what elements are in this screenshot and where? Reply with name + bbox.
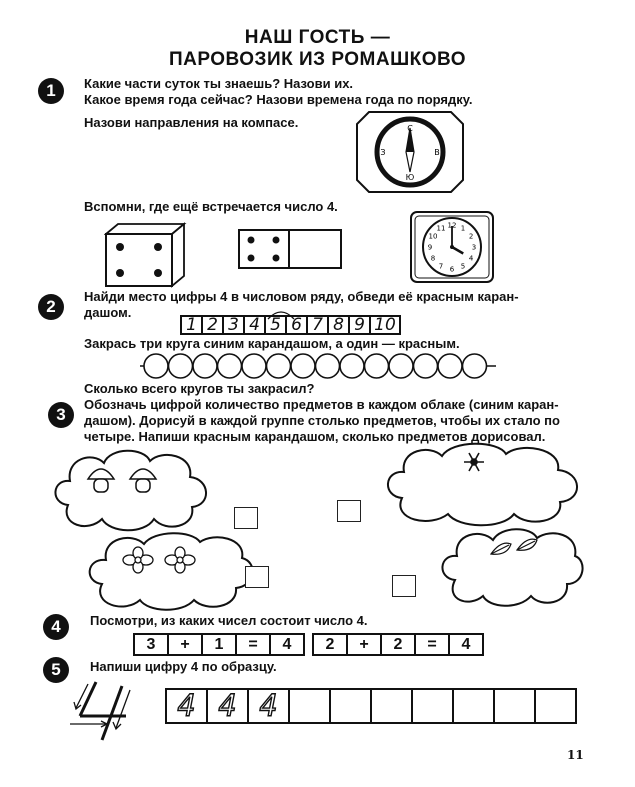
task-1-question-1: Какие части суток ты знаешь? Назови их. [84, 76, 354, 91]
colorable-circle[interactable] [389, 354, 413, 378]
equation-1-cell: 4 [270, 634, 304, 655]
number-row-cell[interactable]: 9 [348, 315, 371, 335]
answer-box-leaves[interactable] [392, 575, 416, 597]
domino-illustration [238, 229, 342, 269]
cloud-leaves [435, 522, 585, 610]
colorable-circle[interactable] [438, 354, 462, 378]
clock-numeral: 5 [460, 262, 466, 271]
number-row-cell[interactable]: 3 [222, 315, 245, 335]
clock-numeral: 9 [427, 243, 433, 252]
clock-illustration [409, 210, 495, 284]
digit-writing-cell[interactable] [370, 688, 413, 724]
colorable-circle[interactable] [193, 354, 217, 378]
clock-numeral: 6 [449, 265, 455, 274]
colorable-circle[interactable] [218, 354, 242, 378]
colorable-circle[interactable] [242, 354, 266, 378]
colorable-circle[interactable] [316, 354, 340, 378]
task-2-line-4: Сколько всего кругов ты закрасил? [84, 381, 315, 396]
equation-2-cell: = [415, 634, 449, 655]
colorable-circle[interactable] [144, 354, 168, 378]
equation-2-cell: 4 [449, 634, 483, 655]
clock-numeral: 2 [468, 232, 474, 241]
equation-2-cell: + [347, 634, 381, 655]
clock-numeral: 8 [430, 254, 436, 263]
title-line-1: НАШ ГОСТЬ — [244, 27, 391, 48]
digit-writing-cell[interactable] [329, 688, 372, 724]
clock-numeral: 10 [428, 232, 438, 241]
task-2-line-2: дашом. [84, 305, 132, 320]
task-4-text: Посмотри, из каких чисел состоит число 4. [90, 613, 368, 628]
equation-1-cell: = [236, 634, 270, 655]
answer-box-snowflakes[interactable] [337, 500, 361, 522]
task-3-text: Обозначь цифрой количество предметов в каждом облаке (синим каран-дашом). Дорисуй в каждой группе столько предметов, чтобы их стало по четыре. Напиши красным карандашом, сколько предметов дорисовал. [84, 397, 560, 444]
clock-numeral: 1 [460, 224, 466, 233]
answer-box-mushrooms[interactable] [234, 507, 258, 529]
task-2-line-1: Найди место цифры 4 в числовом ряду, обведи её красным каран- [84, 289, 519, 304]
equation-1-cell: 1 [202, 634, 236, 655]
equation-2-cell: 2 [381, 634, 415, 655]
colorable-circle[interactable] [365, 354, 389, 378]
page-number: 11 [567, 748, 584, 762]
number-row-cell[interactable]: 2 [201, 315, 224, 335]
clock-numeral: 12 [447, 221, 457, 230]
colorable-circle[interactable] [414, 354, 438, 378]
number-row-cell[interactable]: 8 [327, 315, 350, 335]
cloud-mushrooms [48, 445, 213, 535]
task-2-line-3: Закрась три круга синим карандашом, а один — красным. [84, 336, 460, 351]
number-row-cell[interactable]: 4 [243, 315, 266, 335]
clock-numeral: 3 [471, 243, 477, 252]
number-row-cell[interactable]: 6 [285, 315, 308, 335]
compass-illustration [355, 110, 465, 194]
digit-writing-cell[interactable] [534, 688, 577, 724]
digit-sample-cell: 4 [165, 688, 208, 724]
answer-box-flowers[interactable] [245, 566, 269, 588]
colorable-circle[interactable] [267, 354, 291, 378]
task-1-question-2: Какое время года сейчас? Назови времена года по порядку. [84, 92, 473, 107]
number-row-cell[interactable]: 5 [264, 315, 287, 335]
number-row-cell[interactable]: 1 [180, 315, 203, 335]
circles-row [138, 351, 498, 381]
clock-numeral: 7 [438, 262, 444, 271]
task-3-number: 3 [48, 402, 74, 428]
digit-writing-cell[interactable] [411, 688, 454, 724]
task-1-question-4: Вспомни, где ещё встречается число 4. [84, 199, 338, 214]
equation-2-cell: 2 [313, 634, 347, 655]
number-row-cell[interactable]: 7 [306, 315, 329, 335]
digit-writing-cell[interactable] [288, 688, 331, 724]
digit-4-stroke-guide [66, 678, 136, 744]
cloud-flowers [82, 528, 254, 614]
colorable-circle[interactable] [463, 354, 487, 378]
digit-copy-row [165, 688, 577, 724]
clock-numeral: 4 [468, 254, 474, 263]
digit-sample-cell: 4 [247, 688, 290, 724]
compass-west-label: З [380, 148, 386, 157]
compass-north-label: С [407, 124, 413, 133]
equation-1-cell: + [168, 634, 202, 655]
equation-2 [312, 633, 484, 656]
equation-1 [133, 633, 305, 656]
clock-numeral: 11 [436, 224, 446, 233]
compass-south-label: Ю [405, 173, 415, 182]
digit-sample-cell: 4 [206, 688, 249, 724]
title-line-2: ПАРОВОЗИК ИЗ РОМАШКОВО [168, 49, 467, 70]
circled-four-mark [266, 308, 296, 320]
task-4-number: 4 [43, 614, 69, 640]
compass-east-label: В [434, 148, 440, 157]
dice-illustration [104, 222, 188, 288]
task-2-number: 2 [38, 294, 64, 320]
cloud-snowflake [378, 440, 588, 528]
task-1-number: 1 [38, 78, 64, 104]
task-5-number: 5 [43, 657, 69, 683]
number-row-cell[interactable]: 10 [369, 315, 401, 335]
colorable-circle[interactable] [340, 354, 364, 378]
digit-writing-cell[interactable] [493, 688, 536, 724]
colorable-circle[interactable] [169, 354, 193, 378]
digit-writing-cell[interactable] [452, 688, 495, 724]
colorable-circle[interactable] [291, 354, 315, 378]
task-5-text: Напиши цифру 4 по образцу. [90, 659, 277, 674]
equation-1-cell: 3 [134, 634, 168, 655]
task-1-question-3: Назови направления на компасе. [84, 115, 299, 130]
